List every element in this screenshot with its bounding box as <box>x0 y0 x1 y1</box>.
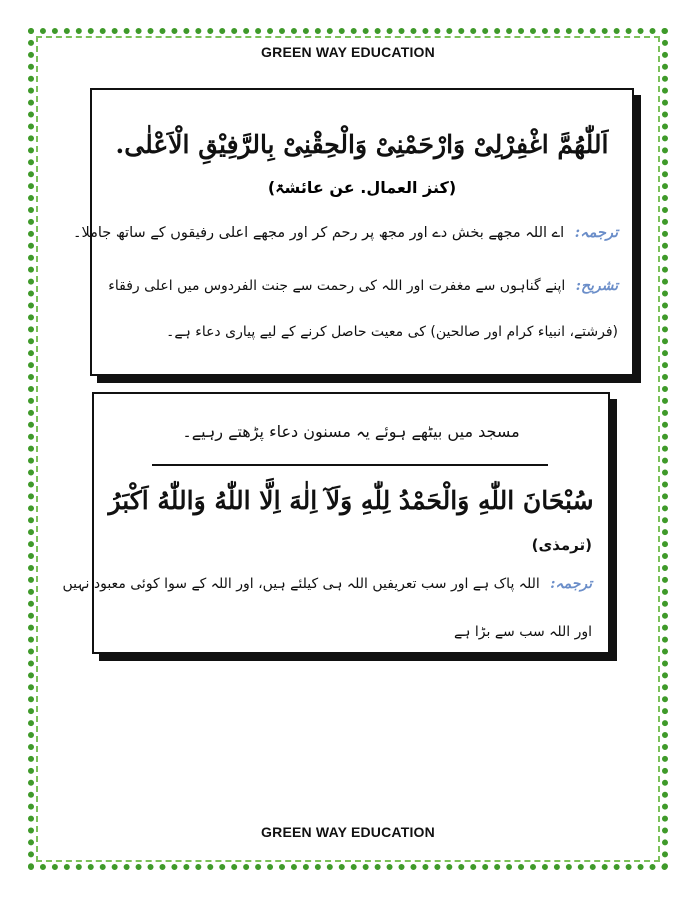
dua-1-translation <box>72 224 618 241</box>
dua-2-translation-line-2: اور اللہ سب سے بڑا ہے <box>454 624 592 640</box>
dua-1-explanation-line-2: (فرشتے، انبیاء کرام اور صالحین) کی معیت حاصل کرنے کے لیے پیاری دعاء ہے۔ <box>166 324 618 340</box>
dua-2-translation-line-1 <box>62 576 592 592</box>
dua-box-2 <box>62 392 610 654</box>
explanation-text-1: اپنے گناہوں سے مغفرت اور اللہ کی رحمت سے جنت الفردوس میں اعلی رفقاء <box>108 278 566 294</box>
divider-line <box>152 464 548 466</box>
dua-1-arabic: اَللّٰهُمَّ اغْفِرْلِیْ وَارْحَمْنِیْ وَالْحِقْنِیْ بِالرَّفِیْقِ الْاَعْلٰی. <box>115 130 609 159</box>
explanation-label: تشریح: <box>575 278 618 294</box>
dua-2-reference: (ترمذی) <box>531 536 592 554</box>
dua-2-intro: مسجد میں بیٹھے ہوئے یہ مسنون دعاء پڑھتے رہیے۔ <box>182 422 520 441</box>
page-header: GREEN WAY EDUCATION <box>261 44 435 60</box>
dua-1-explanation-line-1 <box>104 278 618 294</box>
translation-text: اے اللہ مجھے بخش دے اور مجھ پر رحم کر اور مجھے اعلی رفیقوں کے ساتھ جاملا۔ <box>72 225 565 241</box>
translation-text-1: اللہ پاک ہے اور سب تعریفیں اللہ ہی کیلئے ہیں، اور اللہ کے سوا کوئی معبود نہیں <box>62 576 540 592</box>
dua-box-1 <box>72 88 634 376</box>
translation-label: ترجمہ: <box>550 576 592 592</box>
translation-label: ترجمہ: <box>574 224 618 241</box>
page-footer: GREEN WAY EDUCATION <box>261 824 435 840</box>
dua-2-arabic: سُبْحَانَ اللّٰهِ وَالْحَمْدُ لِلّٰهِ وَلَآ اِلٰهَ اِلَّا اللّٰهُ وَاللّٰهُ اَكْبَرُ <box>108 486 594 515</box>
dua-1-reference: (کنز العمال. عن عائشۃ) <box>267 178 457 197</box>
